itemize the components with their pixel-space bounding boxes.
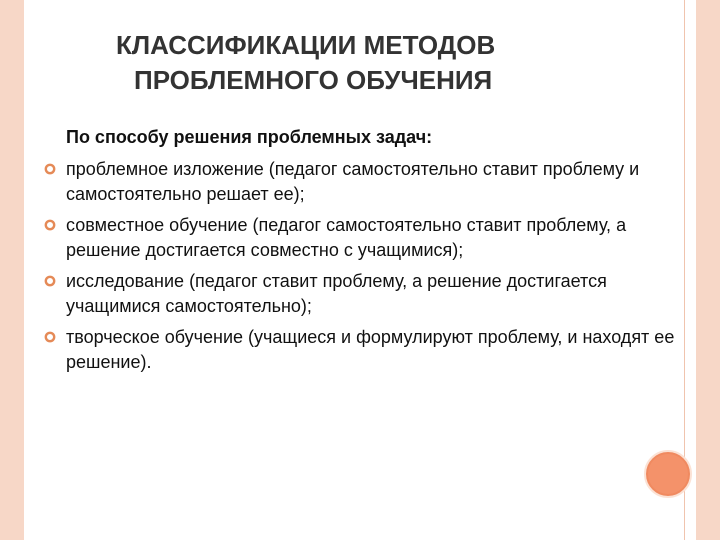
list-item-text: исследование (педагог ставит проблему, а решение достигается учащимися самостоятельно); <box>66 270 607 317</box>
list-item <box>44 157 684 208</box>
slide-content <box>44 126 684 381</box>
list-item <box>44 325 684 376</box>
ring-bullet-icon <box>44 275 56 287</box>
left-frame-stripe <box>0 0 24 540</box>
title-line-1: КЛАССИФИКАЦИИ МЕТОДОВ <box>116 30 496 60</box>
list-item-text: совместное обучение (педагог самостоятельно ставит проблему, а решение достигается совместно с учащимися); <box>66 214 627 261</box>
list-item-text: проблемное изложение (педагог самостоятельно ставит проблему и самостоятельно решает ее); <box>66 158 640 205</box>
title-line-2: ПРОБЛЕМНОГО ОБУЧЕНИЯ <box>134 65 493 96</box>
orange-dot-icon <box>644 450 692 498</box>
ring-bullet-icon <box>44 219 56 231</box>
bullet-list <box>44 157 684 376</box>
section-heading: По способу решения проблемных задач: <box>66 127 433 147</box>
ring-bullet-icon <box>44 331 56 343</box>
right-frame-stripe <box>696 0 720 540</box>
list-item <box>44 269 684 320</box>
slide-title <box>40 28 640 98</box>
list-item-text: творческое обучение (учащиеся и формулируют проблему, и находят ее решение). <box>66 326 675 373</box>
list-item <box>44 213 684 264</box>
ring-bullet-icon <box>44 163 56 175</box>
